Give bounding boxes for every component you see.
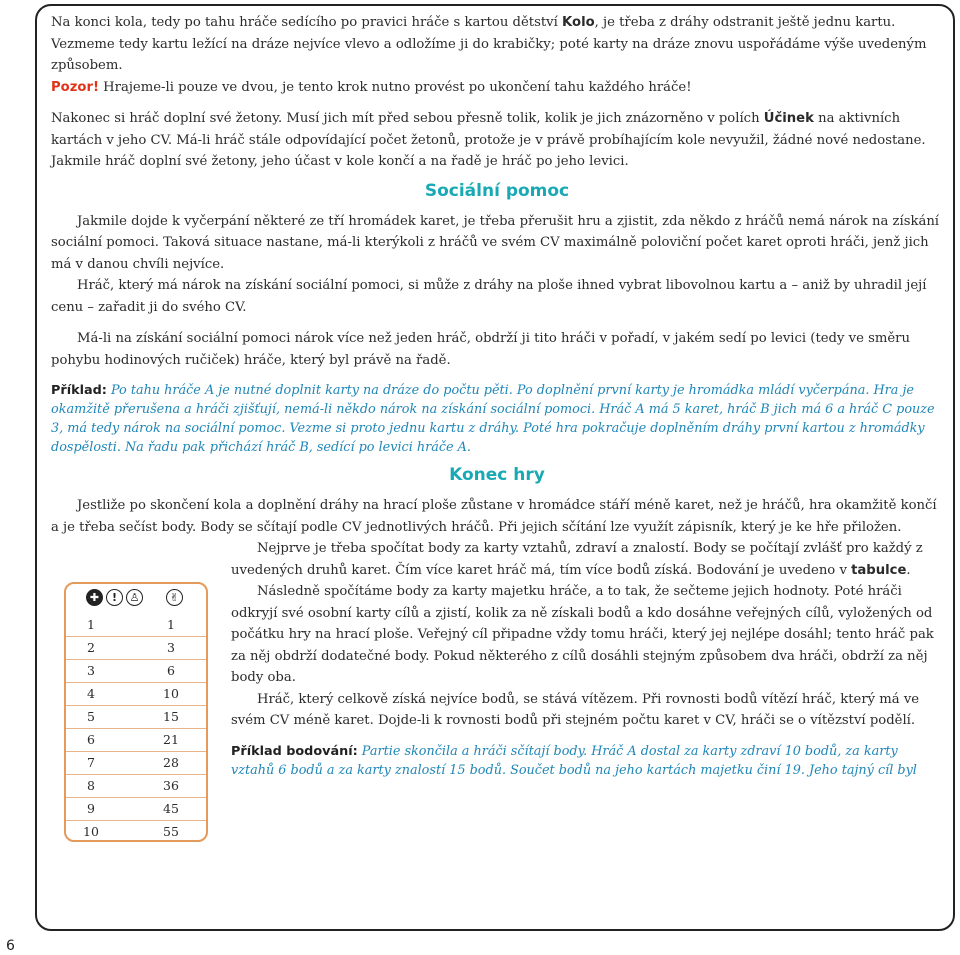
- scoring-text-column: [231, 538, 943, 780]
- end-paragraph-1: Jestliže po skončení kola a doplnění dráhy na hrací ploše zůstane v hromádce stáří méně karet, než je hráčů, hra okamžitě končí a je třeba sečíst body. Body se sčítají podle CV jednotlivých hráčů. Při jejich sčítání lze využít zápisník, který je ke hře přiložen.: [51, 498, 937, 535]
- score-table-row: 6 21: [66, 729, 206, 752]
- warning-paragraph: Pozor! Hrajeme-li pouze ve dvou, je tento krok nutno provést po ukončení tahu každého hráče!: [51, 79, 692, 95]
- round-end-paragraph: Na konci kola, tedy po tahu hráče sedícího po pravici hráče s kartou dětství Kolo, je třeba z dráhy odstranit ještě jednu kartu. Vezmeme tedy kartu ležící na dráze nejvíce vlevo a odložíme ji do krabičky; poté karty na dráze znovu uspořádáme výše uvedeným způsobem.: [51, 15, 927, 73]
- score-table-row: 3 6: [66, 660, 206, 683]
- score-table-row: 10 55: [83, 824, 179, 839]
- social-paragraph-3: Má-li na získání sociální pomoci nárok více než jeden hráč, obdrží ji tito hráči v pořadí, v jakém sedí po levici (tedy ve směru pohybu hodinových ručiček) hráče, který byl právě na řadě.: [51, 331, 910, 368]
- scoring-example: Příklad bodování: Partie skončila a hráči sčítají body. Hráč A dostal za karty zdraví 10 bodů, za karty vztahů 6 bodů a za karty znalostí 15 bodů. Součet bodů na jeho kartách majetku činí 19. Jeho tajný cíl byl: [231, 743, 917, 778]
- lower-section: [51, 538, 943, 858]
- end-paragraph-2: Nejprve je třeba spočítat body za karty vztahů, zdraví a znalostí. Body se počítají zvlášť pro každý z uvedených druhů karet. Čím více karet hráč má, tím více bodů získá. Bodování je uvedeno v tabulce.: [231, 541, 923, 578]
- tokens-paragraph: Nakonec si hráč doplní své žetony. Musí jich mít před sebou přesně tolik, kolik je jich znázorněno v polích Účinek na aktivních kartách v jeho CV. Má-li hráč stále odpovídající počet žetonů, protože je v právě probíhajícím kole nevyužil, žádné nové nedostane. Jakmile hráč doplní své žetony, jeho účast v kole končí a na řadě je hráč po jeho levici.: [51, 111, 926, 169]
- social-example: Příklad: Po tahu hráče A je nutné doplnit karty na dráze do počtu pěti. Po doplnění první karty je hromádka mládí vyčerpána. Hra je okamžitě přerušena a hráči zjišťují, nemá-li někdo nárok na získání sociální pomoci. Hráč A má 5 karet, hráč B jich má 6 a hráč C pouze 3, má tedy nárok na sociální pomoc. Vezme si proto jednu kartu z dráhy. Poté hra pokračuje doplněním dráhy první kartou z hromádky dospělosti. Na řadu pak přichází hráč B, sedící po levici hráče A.: [51, 383, 935, 455]
- page-content: [51, 12, 943, 858]
- social-paragraph-1: Jakmile dojde k vyčerpání některé ze tří hromádek karet, je třeba přerušit hru a zjistit, zda někdo z hráčů nemá nárok na získání sociální pomoci. Taková situace nastane, má-li kterýkoli z hráčů ve svém CV maximálně poloviční počet karet oproti hráči, jenž jich má v danou chvíli nejvíce.: [51, 213, 940, 272]
- score-table-header: [66, 584, 206, 614]
- health-icon: ✚: [86, 589, 103, 606]
- page-number: 6: [6, 938, 15, 954]
- social-help-heading: Sociální pomoc: [424, 180, 570, 201]
- end-paragraph-4: Hráč, který celkově získá nejvíce bodů, se stává vítězem. Při rovnosti bodů vítězí hráč, který má ve svém CV méně karet. Dojde-li k rovnosti bodů při stejném počtu karet v CV, hráči se o vítězství podělí.: [231, 691, 920, 728]
- score-table-row: 9 45: [66, 798, 206, 821]
- knowledge-icon: !: [106, 589, 123, 606]
- score-table-row: 2 3: [66, 637, 206, 660]
- score-table-row: 8 36: [66, 775, 206, 798]
- score-table-row: 4 10: [66, 683, 206, 706]
- game-end-heading: Konec hry: [449, 465, 545, 485]
- social-paragraph-2: Hráč, který má nárok na získání sociální pomoci, si může z dráhy na ploše ihned vybrat libovolnou kartu a – aniž by uhradil její cenu – zařadit ji do svého CV.: [51, 278, 927, 315]
- score-table: [64, 582, 208, 842]
- score-table-row: 7 28: [66, 752, 206, 775]
- page-frame: [35, 4, 955, 931]
- end-paragraph-3: Následně spočítáme body za karty majetku hráče, a to tak, že sečteme jejich hodnoty. Poté hráči odkryjí své osobní karty cílů a zjistí, kolik za ně získali bodů a kdo dosáhne veřejných cílů, vyložených od počátku hry na hrací ploše. Veřejný cíl připadne vždy tomu hráči, který jej nejlépe dosáhl; tento hráč pak za něj obdrží dodatečné body. Pokud některého z cílů dosáhli stejným způsobem dva hráči, obdrží za něj body oba.: [231, 584, 934, 685]
- score-table-row: 5 15: [66, 706, 206, 729]
- victory-icon: ✌: [166, 589, 183, 606]
- score-table-row: 1 1: [66, 614, 206, 637]
- relations-icon: ♙: [126, 589, 143, 606]
